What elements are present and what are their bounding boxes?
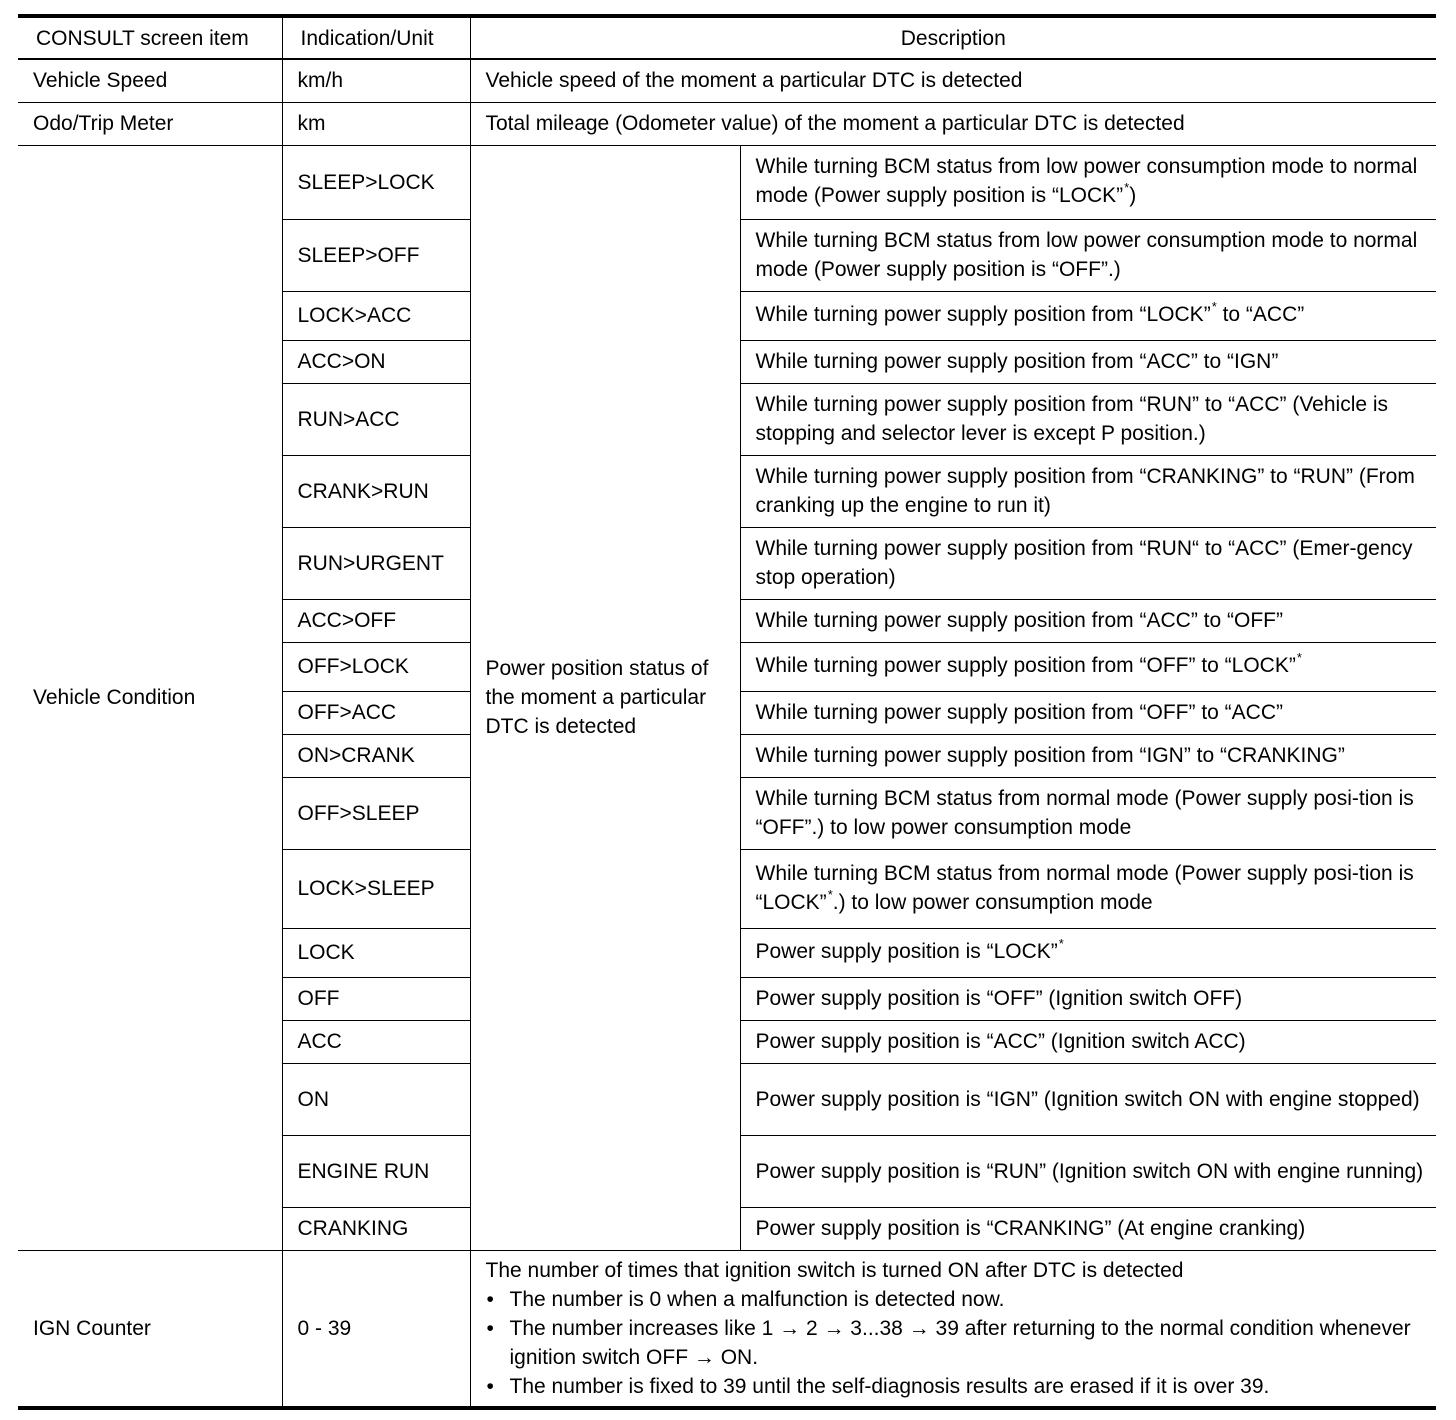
unit-cell: 0 - 39 — [282, 1250, 470, 1408]
condition-code-cell: SLEEP>OFF — [282, 219, 470, 291]
header-consult-screen-item: CONSULT screen item — [18, 16, 282, 59]
footnote-asterisk: * — [1211, 299, 1217, 314]
condition-code-cell: LOCK — [282, 928, 470, 977]
condition-description-cell — [740, 219, 1436, 291]
description-text: While turning power supply position from “ACC” to “OFF” — [755, 609, 1283, 632]
ign-counter-bullet-list — [486, 1285, 1431, 1401]
ign-counter-row — [18, 1250, 1436, 1408]
item-cell: Odo/Trip Meter — [18, 102, 282, 145]
condition-description-cell — [740, 977, 1436, 1020]
footnote-asterisk: * — [1124, 180, 1130, 195]
description-text: While turning BCM status from low power consumption mode to normal mode (Power supply position is “OFF”.) — [755, 229, 1418, 281]
condition-code-cell: ENGINE RUN — [282, 1135, 470, 1207]
description-text-continued: to “ACC” — [1216, 303, 1305, 326]
condition-description-cell — [740, 734, 1436, 777]
description-text-continued: ) — [1129, 184, 1137, 207]
list-item: • The number is 0 when a malfunction is detected now. — [486, 1285, 1431, 1314]
description-text: Power supply position is “LOCK” — [755, 940, 1058, 963]
condition-code-cell: OFF — [282, 977, 470, 1020]
description-text: While turning power supply position from “CRANKING” to “RUN” (From cranking up the engine to run it) — [755, 465, 1415, 517]
condition-code-cell: SLEEP>LOCK — [282, 145, 470, 219]
condition-code-cell: CRANK>RUN — [282, 455, 470, 527]
condition-code-cell: OFF>SLEEP — [282, 777, 470, 849]
condition-code-cell: ON>CRANK — [282, 734, 470, 777]
condition-code-cell: ON — [282, 1063, 470, 1135]
condition-description-cell — [740, 527, 1436, 599]
list-item: • The number is fixed to 39 until the self-diagnosis results are erased if it is over 39. — [486, 1372, 1431, 1401]
condition-description-cell — [740, 777, 1436, 849]
condition-description-cell — [740, 642, 1436, 691]
description-text: While turning power supply position from “IGN” to “CRANKING” — [755, 744, 1345, 767]
header-indication-unit: Indication/Unit — [282, 16, 470, 59]
table-row — [18, 102, 1436, 145]
item-cell: Vehicle Speed — [18, 59, 282, 102]
condition-description-cell — [740, 340, 1436, 383]
condition-code-cell: ACC — [282, 1020, 470, 1063]
condition-code-cell: ACC>OFF — [282, 599, 470, 642]
condition-description-cell — [740, 1063, 1436, 1135]
footnote-asterisk: * — [827, 886, 833, 902]
header-description: Description — [470, 16, 1436, 59]
condition-code-cell: RUN>URGENT — [282, 527, 470, 599]
condition-description-cell — [740, 291, 1436, 340]
description-text: While turning power supply position from “ACC” to “IGN” — [755, 350, 1279, 373]
description-text: While turning power supply position from “RUN” to “ACC” (Vehicle is stopping and selector lever is except P position.) — [755, 393, 1389, 445]
condition-description-cell — [740, 691, 1436, 734]
footnote-asterisk: * — [1058, 936, 1064, 951]
condition-description-cell — [740, 455, 1436, 527]
power-position-status-cell: Power position status of the moment a particular DTC is detected — [470, 145, 740, 1250]
description-cell: Total mileage (Odometer value) of the moment a particular DTC is detected — [470, 102, 1436, 145]
condition-code-cell: LOCK>SLEEP — [282, 849, 470, 928]
condition-description-cell — [740, 599, 1436, 642]
description-text-continued: .) to low power consumption mode — [832, 890, 1153, 914]
condition-description-cell — [740, 849, 1436, 928]
consult-data-table — [18, 14, 1436, 1410]
description-text: While turning power supply position from “LOCK” — [755, 303, 1211, 326]
condition-description-cell — [740, 1135, 1436, 1207]
description-text: While turning BCM status from normal mode (Power supply posi-tion is “OFF”.) to low power consumption mode — [755, 787, 1414, 839]
description-text: While turning BCM status from low power consumption mode to normal mode (Power supply position is “LOCK” — [755, 155, 1418, 207]
condition-description-cell — [740, 1207, 1436, 1250]
condition-code-cell: ACC>ON — [282, 340, 470, 383]
description-text: While turning power supply position from “OFF” to “ACC” — [755, 701, 1283, 724]
description-cell — [470, 1250, 1436, 1408]
unit-cell: km/h — [282, 59, 470, 102]
condition-code-cell: OFF>LOCK — [282, 642, 470, 691]
description-text: Power supply position is “RUN” (Ignition switch ON with engine running) — [755, 1159, 1424, 1183]
description-text: While turning power supply position from “RUN“ to “ACC” (Emer-gency stop operation) — [755, 537, 1413, 589]
unit-cell: km — [282, 102, 470, 145]
condition-description-cell — [740, 383, 1436, 455]
description-text: Power supply position is “IGN” (Ignition switch ON with engine stopped) — [755, 1087, 1420, 1111]
condition-code-cell: OFF>ACC — [282, 691, 470, 734]
condition-code-cell: RUN>ACC — [282, 383, 470, 455]
description-text: While turning power supply position from “OFF” to “LOCK” — [755, 654, 1296, 677]
list-item: • The number increases like 1 → 2 → 3...38 → 39 after returning to the normal condition whenever ignition switch OFF → ON. — [486, 1314, 1431, 1372]
description-text: Power supply position is “ACC” (Ignition switch ACC) — [755, 1030, 1246, 1053]
description-cell: Vehicle speed of the moment a particular DTC is detected — [470, 59, 1436, 102]
condition-code-cell: LOCK>ACC — [282, 291, 470, 340]
condition-code-cell: CRANKING — [282, 1207, 470, 1250]
ign-counter-intro: The number of times that ignition switch is turned ON after DTC is detected — [485, 1258, 1184, 1282]
item-cell: Vehicle Condition — [18, 145, 282, 1250]
description-text: Power supply position is “OFF” (Ignition switch OFF) — [755, 987, 1243, 1010]
vehicle-condition-row — [18, 145, 1436, 219]
condition-description-cell — [740, 928, 1436, 977]
description-text: Power supply position is “CRANKING” (At engine cranking) — [755, 1217, 1306, 1240]
table-header-row — [18, 16, 1436, 59]
description-text: While turning BCM status from normal mode (Power supply posi-tion is “LOCK” — [755, 861, 1414, 914]
condition-description-cell — [740, 1020, 1436, 1063]
item-cell: IGN Counter — [18, 1250, 282, 1408]
table-row — [18, 59, 1436, 102]
footnote-asterisk: * — [1296, 650, 1302, 665]
condition-description-cell — [740, 145, 1436, 219]
